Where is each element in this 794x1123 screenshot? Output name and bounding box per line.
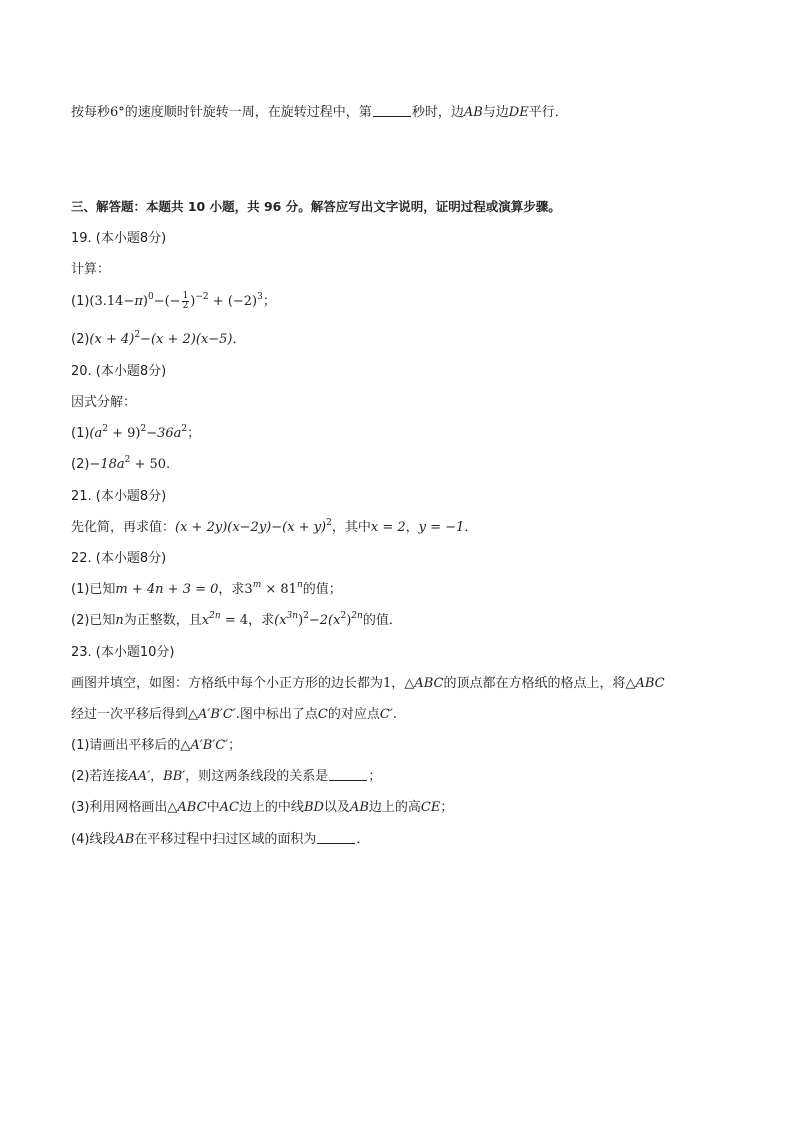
exponent: 2	[340, 611, 347, 621]
exponent: 2n	[209, 611, 221, 621]
q22-part1	[71, 581, 342, 599]
text: 中	[206, 800, 220, 815]
math: 3	[244, 582, 253, 597]
math: (x	[274, 613, 287, 628]
math: )	[190, 294, 196, 309]
math: x = 2	[370, 520, 406, 535]
math: C′	[379, 707, 393, 722]
denominator: 2	[182, 301, 189, 311]
math: −(−	[153, 294, 181, 309]
text: ，	[405, 520, 419, 535]
text: ，则这两条线段的关系是	[185, 769, 329, 784]
text: ；	[228, 738, 242, 753]
text: .	[392, 707, 397, 722]
text: (2)若连接	[71, 769, 129, 784]
q23-part1	[71, 737, 241, 755]
text: (4)线段	[71, 832, 116, 847]
q19-part1	[71, 292, 276, 311]
math: (x + 4)	[89, 332, 135, 347]
text: 的对应点	[327, 707, 380, 722]
math: △A′B′C′	[188, 707, 236, 722]
q23-line1	[71, 675, 665, 693]
answer-blank[interactable]	[373, 104, 411, 117]
text: 的值．	[362, 613, 402, 628]
q19-part2	[71, 331, 246, 349]
math: n	[115, 613, 124, 628]
numerator: 1	[182, 291, 189, 301]
q23-part4	[71, 831, 369, 849]
q23-header: 23. (本小题10分)	[71, 645, 175, 660]
text: ．	[232, 332, 246, 347]
answer-blank[interactable]	[329, 768, 367, 781]
exponent: 2	[124, 455, 131, 465]
text: ，求	[218, 582, 245, 597]
math: + 50.	[130, 457, 171, 472]
text: .图中标出了点	[235, 707, 318, 722]
q23-line2	[71, 706, 397, 724]
text: 的顶点都在方格纸的格点上，将	[443, 676, 626, 691]
math: )	[346, 613, 352, 628]
exponent: 2	[181, 424, 188, 434]
exponent: 2	[140, 424, 147, 434]
text: ；	[187, 426, 201, 441]
text: 以及	[323, 800, 350, 815]
math: △ABC	[404, 676, 444, 691]
math: BD	[303, 800, 324, 815]
q20-part1	[71, 425, 200, 443]
exponent: −2	[195, 292, 209, 302]
q19-header: 19. (本小题8分)	[71, 231, 167, 246]
math: CE	[420, 800, 441, 815]
math: (x + 2y)(x−2y)−(x + y)	[175, 520, 327, 535]
q23-part3	[71, 799, 453, 817]
text: 在平移过程中扫过区域的面积为	[134, 832, 317, 847]
label: (1)	[71, 426, 90, 441]
math: AB	[463, 105, 483, 120]
text: ．	[464, 520, 478, 535]
math: 1	[383, 676, 392, 691]
exponent: 2	[326, 518, 332, 528]
fraction	[182, 292, 190, 311]
math: = 4	[220, 613, 249, 628]
math: −36a	[146, 426, 182, 441]
text: ，	[150, 769, 164, 784]
math: −2(x	[308, 613, 341, 628]
text: 经过一次平移后得到	[71, 707, 189, 722]
math: −18a	[89, 457, 125, 472]
text: 边上的中线	[238, 800, 304, 815]
math: AA′	[128, 769, 151, 784]
math: −(x + 2)(x−5)	[140, 332, 233, 347]
text: 先化简，再求值：	[71, 520, 176, 535]
q22-part2	[71, 612, 402, 630]
q20-part2	[71, 456, 170, 474]
exponent: n	[296, 580, 303, 590]
label: (2)已知	[71, 613, 116, 628]
text: 为正整数，且	[123, 613, 202, 628]
text: 平行．	[528, 105, 568, 120]
math: AB	[115, 832, 135, 847]
math: (3.14−	[89, 294, 135, 309]
math: )	[142, 294, 148, 309]
math: △ABC	[625, 676, 665, 691]
q19-prompt: 计算：	[71, 262, 111, 277]
text: (3)利用网格画出	[71, 800, 168, 815]
text: 的值；	[302, 582, 342, 597]
math: BB′	[163, 769, 186, 784]
q23-part2	[71, 768, 381, 786]
text: ，	[391, 676, 405, 691]
math: C	[317, 707, 328, 722]
math: y = −1	[418, 520, 465, 535]
q22-header: 22. (本小题8分)	[71, 551, 167, 566]
text: ，求	[248, 613, 275, 628]
exponent: 0	[147, 292, 154, 302]
math: 6°	[110, 105, 125, 120]
text: ；	[440, 800, 454, 815]
q21-body	[71, 519, 477, 537]
exponent: m	[252, 580, 262, 590]
text: 的速度顺时针旋转一周，在旋转过程中，第	[124, 105, 372, 120]
q20-header: 20. (本小题8分)	[71, 364, 167, 379]
exponent: 2	[303, 611, 309, 621]
label: (2)	[71, 457, 90, 472]
math: x	[201, 613, 210, 628]
math: + 9)	[107, 426, 141, 441]
label: (1)	[71, 294, 90, 309]
text: ；	[368, 769, 382, 784]
text: ，其中	[331, 520, 371, 535]
math: (a	[89, 426, 103, 441]
answer-blank[interactable]	[317, 831, 355, 844]
text: 与边	[482, 105, 509, 120]
exponent: 2	[102, 424, 108, 434]
math: × 81	[261, 582, 297, 597]
text: 按每秒	[71, 105, 111, 120]
math: m + 4n + 3 = 0	[115, 582, 219, 597]
text: 秒时，边	[411, 105, 464, 120]
exponent: 2n	[351, 611, 363, 621]
math: AC	[219, 800, 239, 815]
label: (1)已知	[71, 582, 116, 597]
math: + (−2)	[208, 294, 258, 309]
math: DE	[508, 105, 529, 120]
math: AB	[349, 800, 369, 815]
q21-header: 21. (本小题8分)	[71, 489, 167, 504]
math: )	[298, 613, 304, 628]
text: (1)请画出平移后的	[71, 738, 181, 753]
exponent: 2	[134, 330, 141, 340]
text: ．	[356, 832, 370, 847]
math: △A′B′C′	[180, 738, 229, 753]
intro-line	[71, 104, 568, 122]
math: △ABC	[167, 800, 207, 815]
math: π	[134, 294, 143, 309]
exponent: 3	[257, 292, 263, 302]
q20-prompt: 因式分解：	[71, 395, 137, 410]
section-heading: 三、解答题：本题共 10 小题，共 96 分。解答应写出文字说明，证明过程或演算步骤。	[71, 199, 561, 214]
text: ；	[262, 294, 276, 309]
text: 画图并填空，如图：方格纸中每个小正方形的边长都为	[71, 676, 384, 691]
text: 边上的高	[368, 800, 421, 815]
label: (2)	[71, 332, 90, 347]
exponent: 3n	[286, 611, 299, 621]
